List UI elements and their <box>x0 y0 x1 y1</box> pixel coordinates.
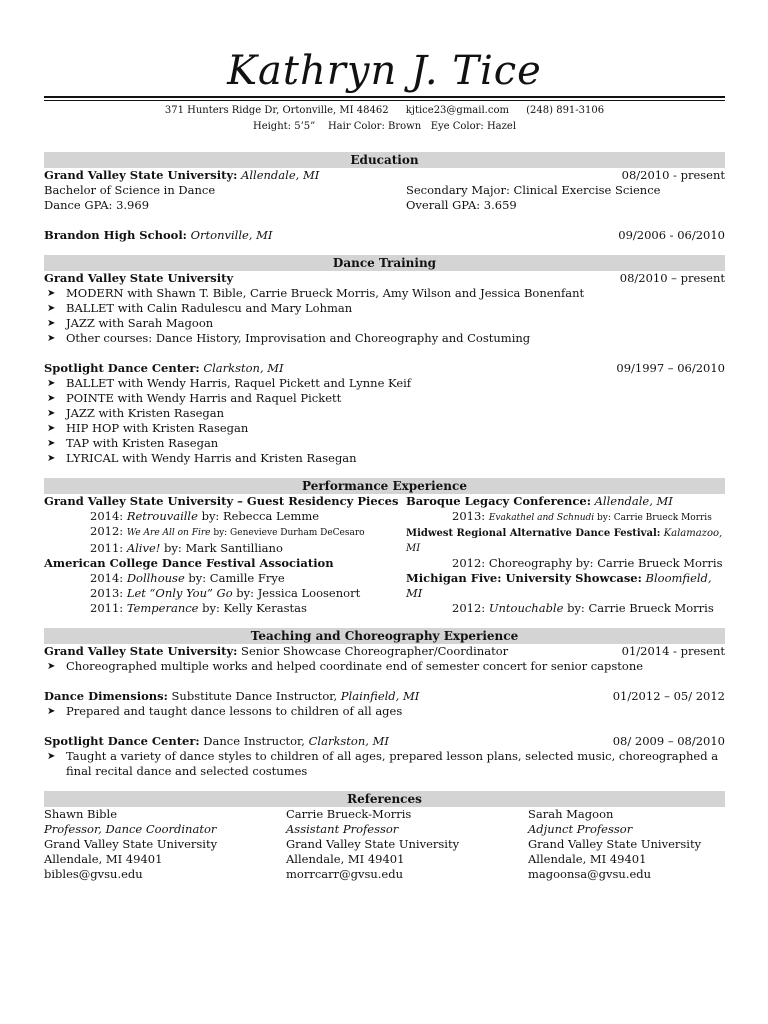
training-heading: Dance Training <box>44 255 725 271</box>
performance-piece: 2012: We Are All on Fire by: Genevieve Durham DeCesaro <box>90 524 365 538</box>
list-item: ➤ JAZZ with Sarah Magoon <box>44 316 725 331</box>
teaching-job: Grand Valley State University: Senior Showcase Choreographer/Coordinator 01/2014 - present ➤ Choreographed multiple works and helped coordinate end of semester concert for senior capstone <box>44 644 725 674</box>
education-dance-gpa: Dance GPA: 3.969 <box>44 198 150 212</box>
performance-baroque-heading: Baroque Legacy Conference: <box>406 494 591 508</box>
list-item: ➤ JAZZ with Kristen Rasegan <box>44 406 725 421</box>
teaching-job-dates: 08/ 2009 – 08/2010 <box>612 734 725 748</box>
education-degree: Bachelor of Science in Dance <box>44 183 216 197</box>
list-item: ➤ Prepared and taught dance lessons to children of all ages <box>44 704 725 719</box>
training-gvsu-name: Grand Valley State University <box>44 271 234 285</box>
address: 371 Hunters Ridge Dr, Ortonville, MI 48462 <box>164 105 389 116</box>
reference-email[interactable]: magoonsa@gvsu.edu <box>528 867 652 881</box>
list-item: ➤ POINTE with Wendy Harris and Raquel Pickett <box>44 391 725 406</box>
training-gvsu-list <box>44 286 725 346</box>
education-gvsu-location: Allendale, MI <box>241 168 320 182</box>
teaching-job-dates: 01/2012 – 05/ 2012 <box>612 689 725 703</box>
list-item: ➤ TAP with Kristen Rasegan <box>44 436 725 451</box>
reference-card: Shawn Bible Professor, Dance Coordinator Grand Valley State University Allendale, MI 49401 bibles@gvsu.edu <box>44 807 286 882</box>
references-heading: References <box>44 791 725 807</box>
list-item: ➤ HIP HOP with Kristen Rasegan <box>44 421 725 436</box>
references-list <box>44 807 725 882</box>
performance-heading: Performance Experience <box>44 478 725 494</box>
reference-card: Carrie Brueck-Morris Assistant Professor Grand Valley State University Allendale, MI 49401 morrcarr@gvsu.edu <box>286 807 528 882</box>
performance-piece: 2014: Retrouvaille by: Rebecca Lemme <box>90 509 320 523</box>
education-overall-gpa: Overall GPA: 3.659 <box>406 198 517 212</box>
list-item: ➤ LYRICAL with Wendy Harris and Kristen Rasegan <box>44 451 725 466</box>
resume-page <box>44 0 725 882</box>
education-gvsu-name: Grand Valley State University: <box>44 168 238 182</box>
list-item: ➤ MODERN with Shawn T. Bible, Carrie Brueck Morris, Amy Wilson and Jessica Bonenfant <box>44 286 725 301</box>
training-spotlight-location: Clarkston, MI <box>203 361 284 375</box>
performance-piece: 2014: Dollhouse by: Camille Frye <box>90 571 285 585</box>
performance-midwest-heading: Midwest Regional Alternative Dance Festival: <box>406 528 661 539</box>
performance-midwest-location: Kalamazoo, MI <box>406 528 723 554</box>
header-rule-thin <box>44 100 725 101</box>
personal-stats: Height: 5’5” Hair Color: Brown Eye Color: Hazel <box>252 121 517 132</box>
reference-card: Sarah Magoon Adjunct Professor Grand Valley State University Allendale, MI 49401 magoonsa@gvsu.edu <box>528 807 725 882</box>
education-gpa-row <box>44 198 725 213</box>
email[interactable]: kjtice23@gmail.com <box>405 105 509 116</box>
teaching-heading: Teaching and Choreography Experience <box>44 628 725 644</box>
performance-left-column <box>44 494 406 616</box>
performance-baroque-location: Allendale, MI <box>594 494 673 508</box>
performance-gvsu-heading: Grand Valley State University – Guest Residency Pieces <box>44 494 399 508</box>
teaching-job-dates: 01/2014 - present <box>621 644 725 658</box>
list-item: ➤ Taught a variety of dance styles to children of all ages, prepared lesson plans, selected music, choreographed a final recital dance and selected costumes <box>44 749 725 779</box>
training-spotlight-list <box>44 376 725 466</box>
performance-piece: 2013: Evakathel and Schnudi by: Carrie Brueck Morris <box>452 509 712 523</box>
performance-mi5-heading: Michigan Five: University Showcase: <box>406 571 642 585</box>
list-item: ➤ Other courses: Dance History, Improvisation and Choreography and Costuming <box>44 331 725 346</box>
resume-name: Kathryn J. Tice <box>227 48 542 94</box>
education-gvsu-dates: 08/2010 - present <box>621 168 725 182</box>
list-item: ➤ BALLET with Calin Radulescu and Mary Lohman <box>44 301 725 316</box>
performance-mi5-location: Bloomfield, MI <box>406 571 712 600</box>
performance-piece: 2012: Untouchable by: Carrie Brueck Morris <box>452 601 714 615</box>
education-degree-row <box>44 183 725 198</box>
performance-columns <box>44 494 725 616</box>
education-hs-row <box>44 228 725 243</box>
phone: (248) 891-3106 <box>526 105 605 116</box>
performance-right-column <box>406 494 725 616</box>
performance-piece: 2013: Let “Only You” Go by: Jessica Loosenort <box>90 586 361 600</box>
contact-line <box>44 104 725 117</box>
reference-email[interactable]: morrcarr@gvsu.edu <box>286 867 404 881</box>
training-gvsu-row <box>44 271 725 286</box>
performance-piece: 2011: Temperance by: Kelly Kerastas <box>90 601 307 615</box>
teaching-job: Spotlight Dance Center: Dance Instructor, Clarkston, MI 08/ 2009 – 08/2010 ➤ Taught a variety of dance styles to children of all ages, prepared lesson plans, selected music, choreographed a final recital dance and selected costumes <box>44 734 725 779</box>
training-spotlight-name: Spotlight Dance Center: <box>44 361 200 375</box>
performance-acdf-heading: American College Dance Festival Association <box>44 556 334 570</box>
list-item: ➤ BALLET with Wendy Harris, Raquel Pickett and Lynne Keif <box>44 376 725 391</box>
teaching-job: Dance Dimensions: Substitute Dance Instructor, Plainfield, MI 01/2012 – 05/ 2012 ➤ Prepared and taught dance lessons to children of all ages <box>44 689 725 719</box>
reference-email[interactable]: bibles@gvsu.edu <box>44 867 143 881</box>
education-hs-location: Ortonville, MI <box>190 228 273 242</box>
performance-piece: 2012: Choreography by: Carrie Brueck Morris <box>452 556 723 570</box>
education-gvsu-row <box>44 168 725 183</box>
training-gvsu-dates: 08/2010 – present <box>619 271 725 285</box>
training-spotlight-dates: 09/1997 – 06/2010 <box>616 361 725 375</box>
education-hs-name: Brandon High School: <box>44 228 187 242</box>
education-heading: Education <box>44 152 725 168</box>
header-rule-thick <box>44 96 725 98</box>
education-secondary-major: Secondary Major: Clinical Exercise Science <box>406 183 661 197</box>
training-spotlight-row <box>44 361 725 376</box>
list-item: ➤ Choreographed multiple works and helped coordinate end of semester concert for senior capstone <box>44 659 725 674</box>
education-hs-dates: 09/2006 - 06/2010 <box>618 228 725 242</box>
performance-piece: 2011: Alive! by: Mark Santilliano <box>90 541 283 555</box>
